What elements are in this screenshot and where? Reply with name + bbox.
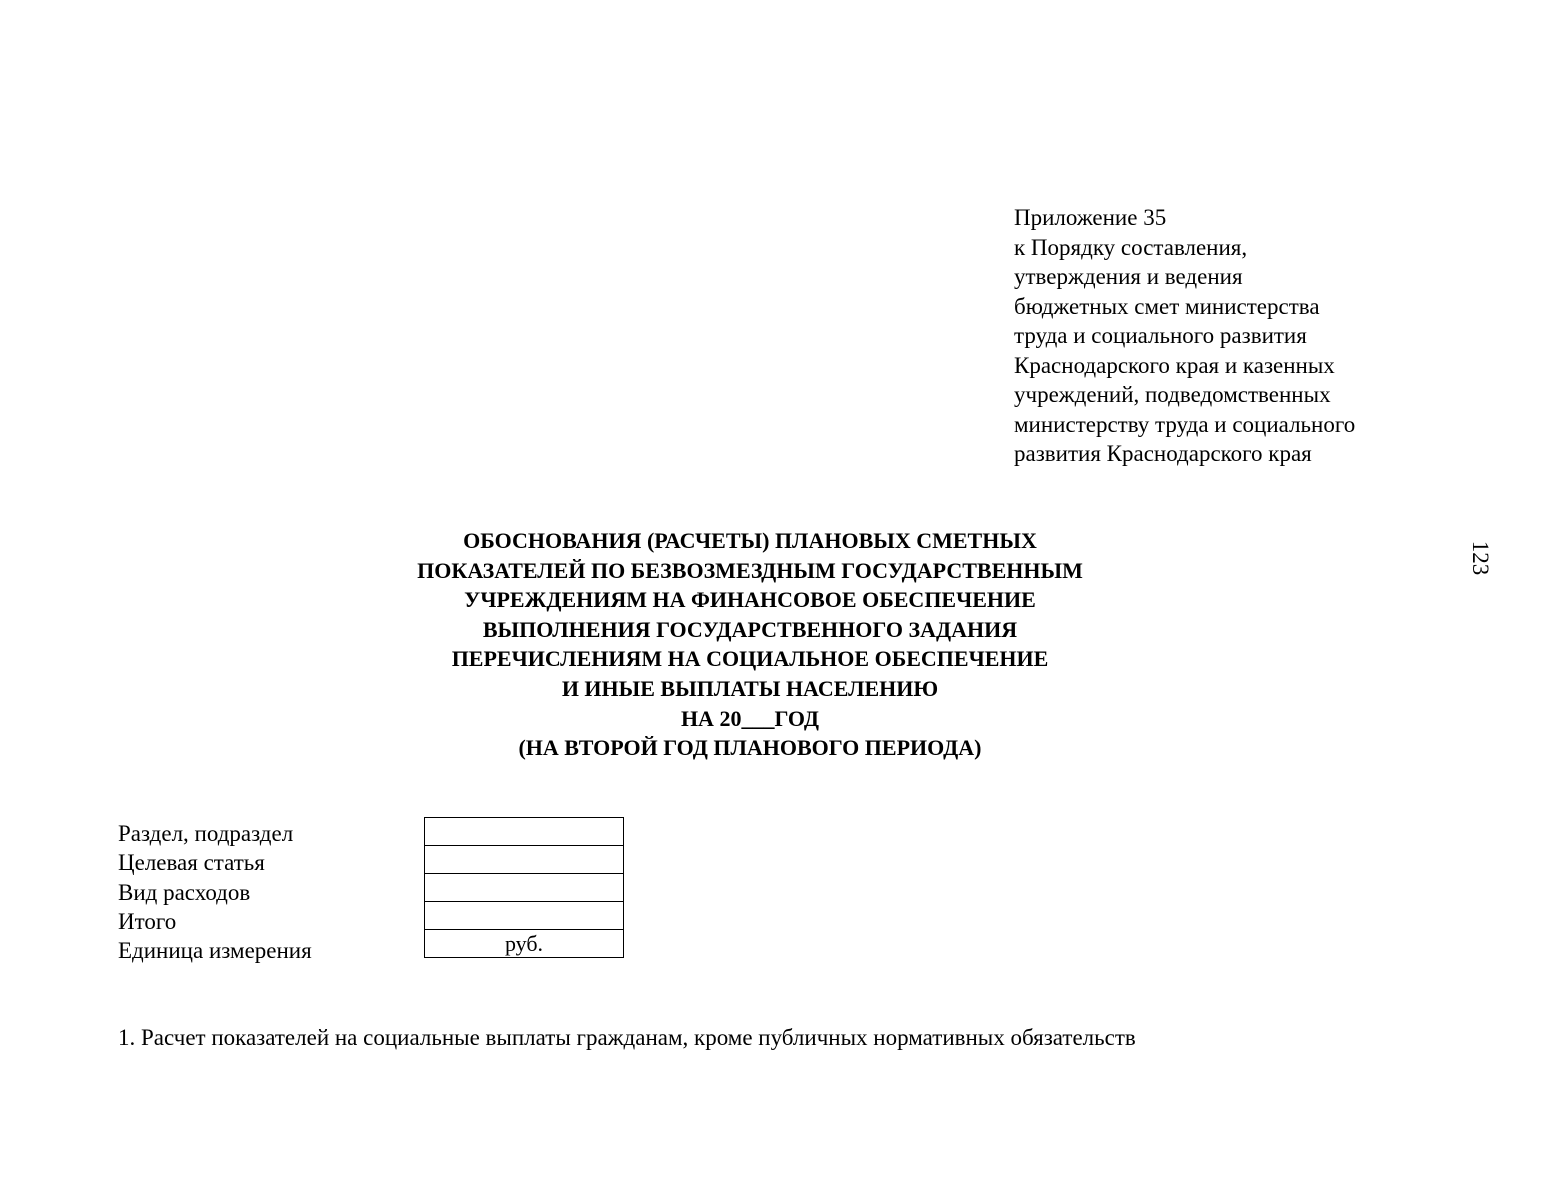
- code-value-unit: руб.: [425, 930, 624, 958]
- title-line: ПОКАЗАТЕЛЕЙ ПО БЕЗВОЗМЕЗДНЫМ ГОСУДАРСТВЕННЫМ: [417, 557, 1083, 583]
- appendix-line: труда и социального развития: [1014, 323, 1307, 348]
- title-line: НА 20___ГОД: [680, 705, 820, 731]
- appendix-line: к Порядку составления,: [1014, 234, 1248, 260]
- code-value-target-article[interactable]: [425, 846, 624, 874]
- title-line: ВЫПОЛНЕНИЯ ГОСУДАРСТВЕННОГО ЗАДАНИЯ: [482, 616, 1018, 642]
- code-label-target-article: Целевая статья: [118, 850, 265, 876]
- title-line: (НА ВТОРОЙ ГОД ПЛАНОВОГО ПЕРИОДА): [518, 735, 982, 761]
- appendix-line: Краснодарского края и казенных: [1014, 352, 1335, 378]
- appendix-line: бюджетных смет министерства: [1014, 293, 1320, 319]
- code-label-total: Итого: [118, 908, 177, 934]
- code-value-section[interactable]: [425, 818, 624, 846]
- code-label-section: Раздел, подраздел: [118, 821, 294, 846]
- code-label-unit: Единица измерения: [118, 938, 312, 964]
- code-value-total[interactable]: [425, 902, 624, 930]
- title-line: ОБОСНОВАНИЯ (РАСЧЕТЫ) ПЛАНОВЫХ СМЕТНЫХ: [463, 528, 1037, 553]
- code-value-expense-type[interactable]: [425, 874, 624, 902]
- codes-box: [424, 817, 624, 958]
- title-line: И ИНЫЕ ВЫПЛАТЫ НАСЕЛЕНИЮ: [561, 675, 939, 701]
- appendix-line: утверждения и ведения: [1014, 264, 1243, 289]
- code-label-expense-type: Вид расходов: [118, 879, 251, 905]
- appendix-line: Приложение 35: [1014, 205, 1167, 230]
- page-number: 123: [1468, 540, 1493, 576]
- title-line: ПЕРЕЧИСЛЕНИЯМ НА СОЦИАЛЬНОЕ ОБЕСПЕЧЕНИЕ: [451, 646, 1049, 672]
- codes-labels: [118, 819, 312, 965]
- appendix-line: министерству труда и социального: [1014, 411, 1356, 437]
- appendix-line: учреждений, подведомственных: [1014, 382, 1331, 407]
- title-line: УЧРЕЖДЕНИЯМ НА ФИНАНСОВОЕ ОБЕСПЕЧЕНИЕ: [464, 587, 1036, 613]
- document-title: [300, 526, 1200, 763]
- section-1-heading: 1. Расчет показателей на социальные выплаты гражданам, кроме публичных нормативных обязательств: [118, 1025, 1136, 1050]
- appendix-note: [1014, 203, 1454, 469]
- appendix-line: развития Краснодарского края: [1014, 441, 1312, 466]
